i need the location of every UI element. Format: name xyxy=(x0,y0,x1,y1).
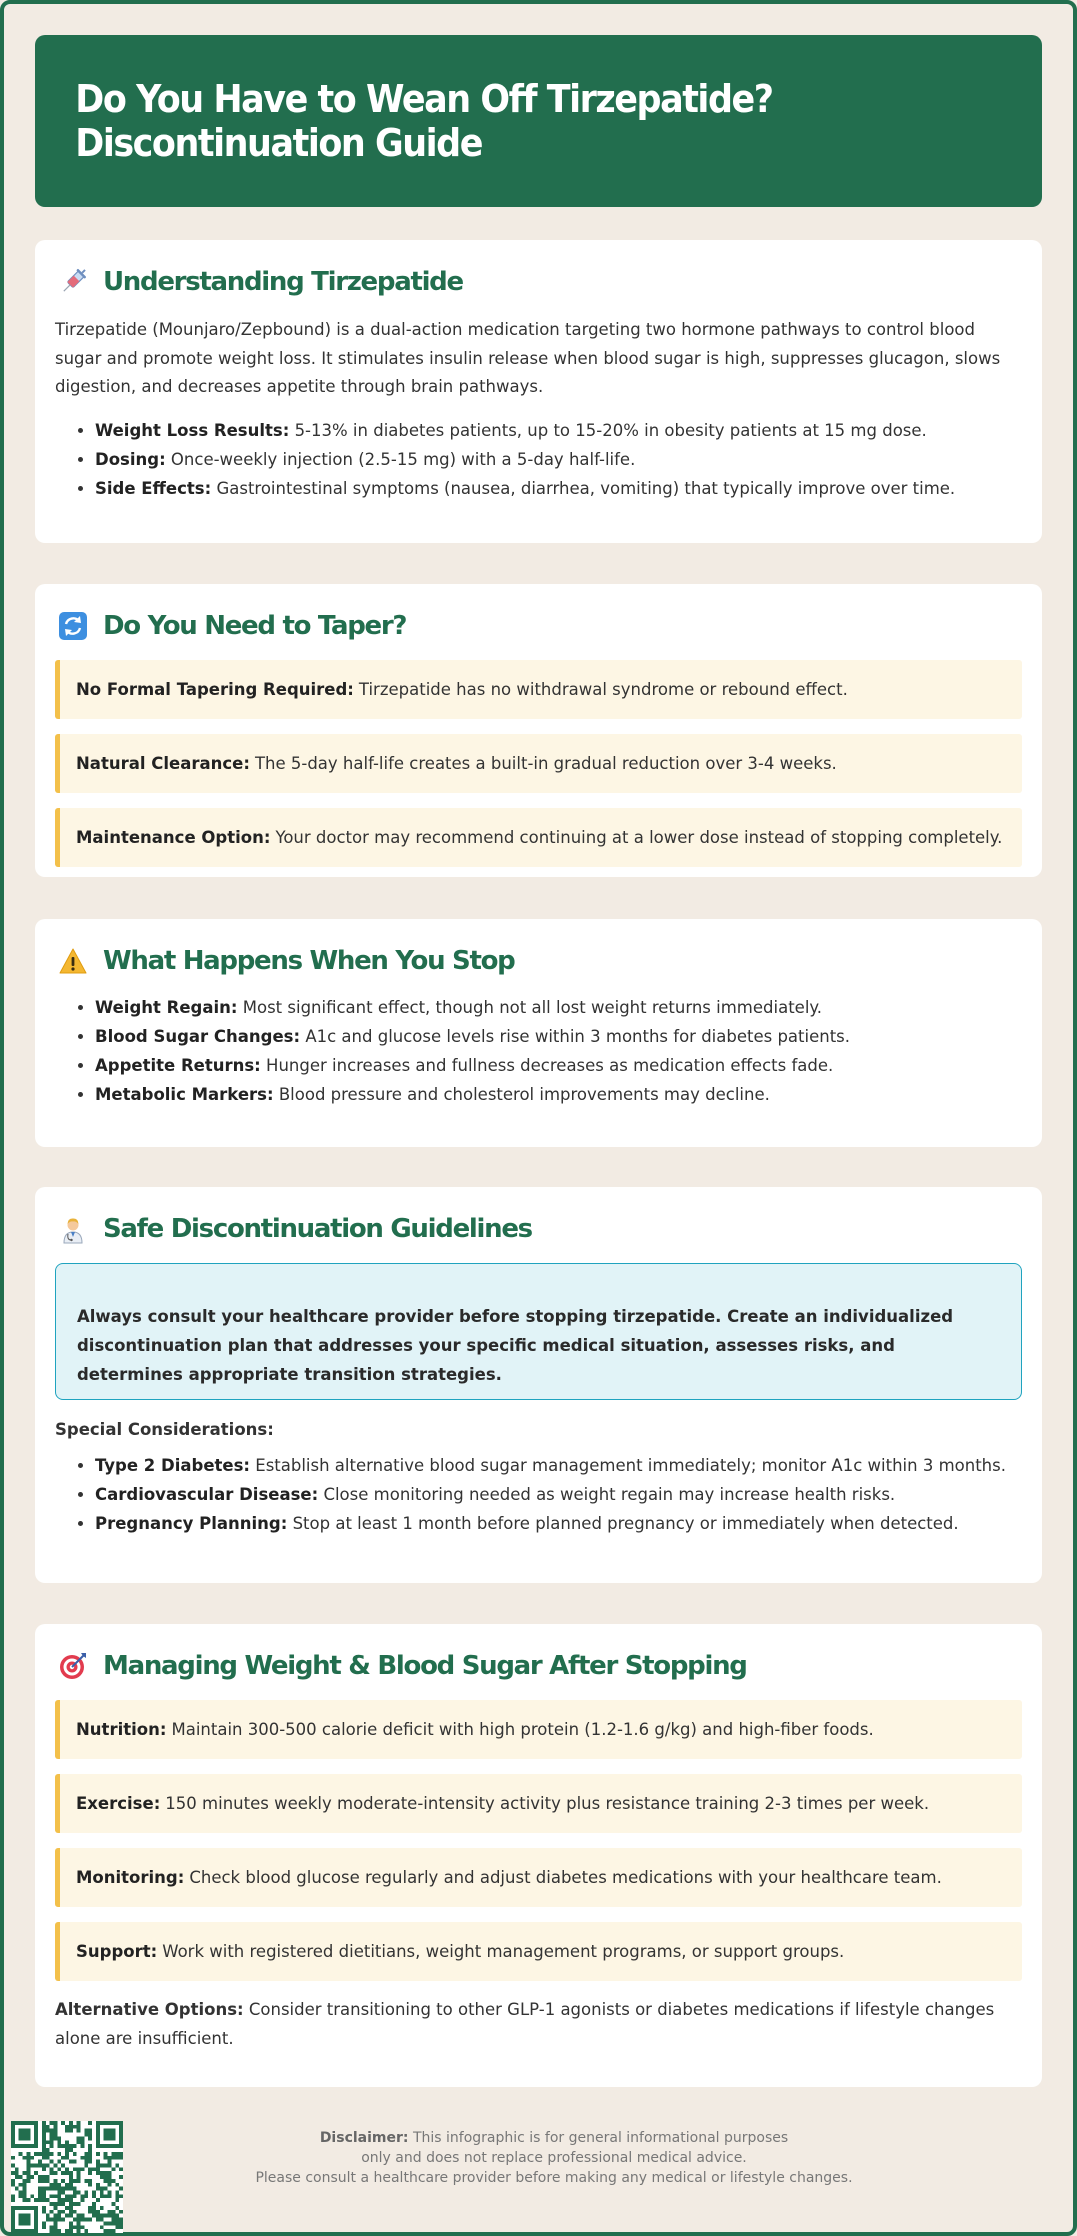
header-banner xyxy=(35,35,1042,207)
stop-list xyxy=(55,993,1022,1109)
warning-icon xyxy=(57,945,89,977)
list-item: • Appetite Returns: Hunger increases and fullness decreases as medication effects fade. xyxy=(95,1051,1022,1080)
intro-paragraph: Tirzepatide (Mounjaro/Zepbound) is a dual-action medication targeting two hormone pathways to control blood sugar and promote weight loss. It stimulates insulin release when blood sugar is high, suppresses glucagon, slows digestion, and decreases appetite through brain pathways. xyxy=(55,320,1001,396)
section-title: Understanding Tirzepatide xyxy=(103,267,463,297)
section-managing xyxy=(35,1624,1042,2087)
syringe-icon xyxy=(57,266,89,298)
considerations-list xyxy=(55,1451,1022,1538)
callout-maintenance: Maintenance Option: Your doctor may recommend continuing at a lower dose instead of stopping completely. xyxy=(55,808,1022,867)
callout-no-tapering: No Formal Tapering Required: Tirzepatide has no withdrawal syndrome or rebound effect. xyxy=(55,660,1022,719)
section-stop xyxy=(35,919,1042,1147)
qr-code[interactable] xyxy=(11,2121,123,2233)
list-item: • Dosing: Once-weekly injection (2.5-15 mg) with a 5-day half-life. xyxy=(95,445,1022,474)
consult-alert: Always consult your healthcare provider before stopping tirzepatide. Create an individualized discontinuation plan that addresses your specific medical situation, assesses risks, and determines appropriate transition strategies. xyxy=(55,1263,1022,1400)
list-item: • Side Effects: Gastrointestinal symptoms (nausea, diarrhea, vomiting) that typically improve over time. xyxy=(95,474,1022,503)
list-item: • Metabolic Markers: Blood pressure and cholesterol improvements may decline. xyxy=(95,1080,1022,1109)
callout-support: Support: Work with registered dietitians, weight management programs, or support groups. xyxy=(55,1922,1022,1981)
disclaimer: Disclaimer: This infographic is for general informational purposes only and does not replace professional medical advice. Please consult a healthcare provider before making any medical or lifestyle changes. xyxy=(255,2130,853,2186)
section-title: Managing Weight & Blood Sugar After Stopping xyxy=(103,1651,747,1681)
section-title: What Happens When You Stop xyxy=(103,946,515,976)
callout-natural-clearance: Natural Clearance: The 5-day half-life creates a built-in gradual reduction over 3-4 weeks. xyxy=(55,734,1022,793)
target-icon xyxy=(57,1650,89,1682)
footer xyxy=(4,2116,1073,2236)
list-item: • Blood Sugar Changes: A1c and glucose levels rise within 3 months for diabetes patients. xyxy=(95,1022,1022,1051)
refresh-icon xyxy=(57,610,89,642)
section-understanding xyxy=(35,240,1042,543)
section-title: Safe Discontinuation Guidelines xyxy=(103,1214,532,1244)
callout-exercise: Exercise: 150 minutes weekly moderate-intensity activity plus resistance training 2-3 times per week. xyxy=(55,1774,1022,1833)
section-title: Do You Need to Taper? xyxy=(103,611,407,641)
callout-monitoring: Monitoring: Check blood glucose regularly and adjust diabetes medications with your healthcare team. xyxy=(55,1848,1022,1907)
understanding-list xyxy=(55,416,1022,503)
list-item: • Weight Regain: Most significant effect, though not all lost weight returns immediately. xyxy=(95,993,1022,1022)
list-item: • Weight Loss Results: 5-13% in diabetes patients, up to 15-20% in obesity patients at 15 mg dose. xyxy=(95,416,1022,445)
list-item: • Pregnancy Planning: Stop at least 1 month before planned pregnancy or immediately when detected. xyxy=(95,1509,1022,1538)
list-item: • Cardiovascular Disease: Close monitoring needed as weight regain may increase health risks. xyxy=(95,1480,1022,1509)
alternative-options: Alternative Options: Consider transitioning to other GLP-1 agonists or diabetes medications if lifestyle changes alone are insufficient. xyxy=(55,2000,995,2048)
section-taper xyxy=(35,584,1042,877)
section-safe xyxy=(35,1187,1042,1583)
page-title: Do You Have to Wean Off Tirzepatide? Discontinuation Guide xyxy=(75,77,773,165)
callout-nutrition: Nutrition: Maintain 300-500 calorie deficit with high protein (1.2-1.6 g/kg) and high-fiber foods. xyxy=(55,1700,1022,1759)
list-item: • Type 2 Diabetes: Establish alternative blood sugar management immediately; monitor A1c within 3 months. xyxy=(95,1451,1022,1480)
doctor-icon xyxy=(57,1213,89,1245)
considerations-label: Special Considerations: xyxy=(55,1420,274,1439)
